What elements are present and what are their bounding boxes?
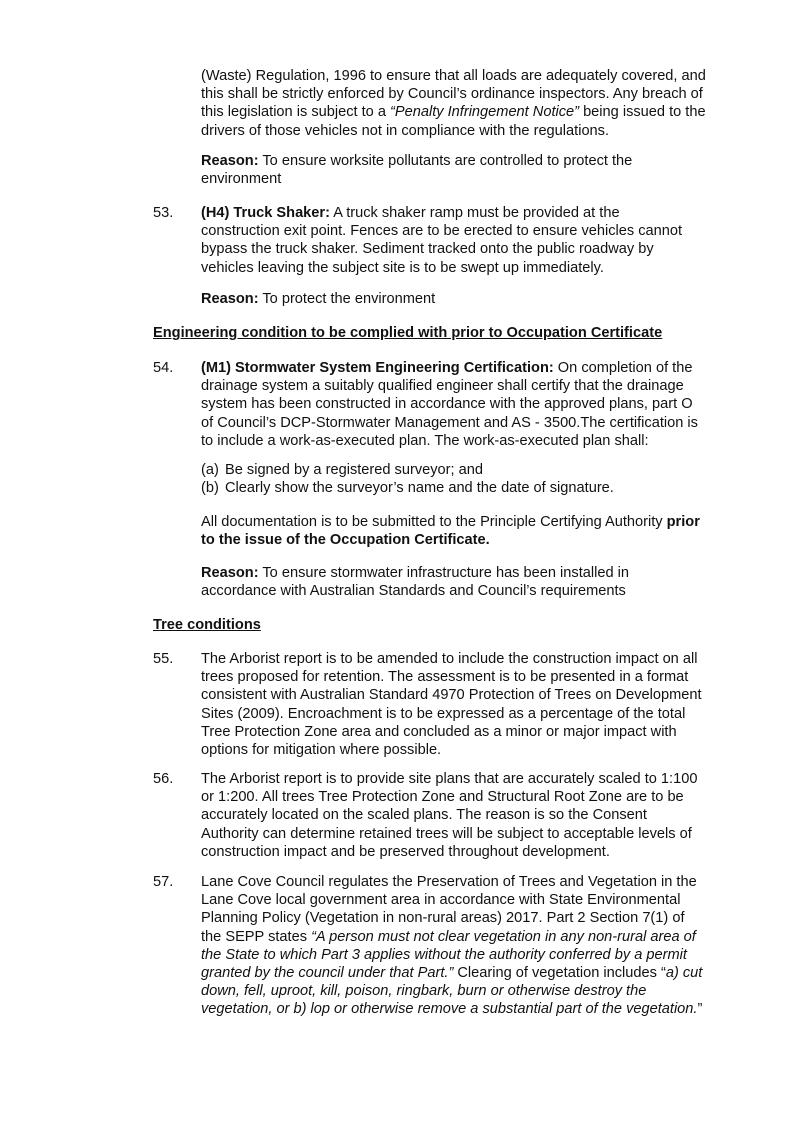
list-text: Clearly show the surveyor’s name and the date of signature. xyxy=(225,480,614,496)
condition-54-documentation xyxy=(201,513,709,549)
text-span: being issued to the xyxy=(579,104,706,121)
bold-text: prior xyxy=(666,514,700,530)
condition-57-body xyxy=(201,873,709,1019)
text-line: Lane Cove Council regulates the Preservation of Trees and Vegetation in the xyxy=(201,874,697,890)
reason-label: Reason: xyxy=(201,565,259,581)
text-span: A truck shaker ramp must be provided at the xyxy=(329,205,620,221)
list-item-a xyxy=(201,461,709,479)
text-line: or 1:200. All trees Tree Protection Zone and Structural Root Zone are to be xyxy=(201,789,684,806)
text-line: The Arborist report is to be amended to include the construction impact on all xyxy=(201,651,698,667)
list-text: Be signed by a registered surveyor; and xyxy=(225,462,483,478)
text-line xyxy=(201,103,709,121)
italic-quote: “A person must not clear vegetation in any non-rural area of xyxy=(311,928,696,945)
condition-title: (H4) Truck Shaker: xyxy=(201,205,330,221)
text-span: To ensure worksite pollutants are controlled to protect the xyxy=(258,153,633,169)
condition-54-body xyxy=(201,359,709,450)
text-line xyxy=(201,204,709,222)
text-span: the SEPP states xyxy=(201,928,312,945)
reason-label: Reason: xyxy=(201,153,259,169)
italic-quote: vegetation, or b) lop or otherwise remove a substantial part of the vegetation. xyxy=(201,1001,698,1018)
section-heading-engineering: Engineering condition to be complied with prior to Occupation Certificate xyxy=(153,325,663,341)
text-line: system has been constructed in accordance with the approved plans, part O xyxy=(201,396,693,413)
condition-number: 53. xyxy=(153,205,174,221)
text-line: Lane Cove local government area in accordance with State Environmental xyxy=(201,892,681,909)
text-line xyxy=(201,964,709,982)
condition-number: 57. xyxy=(153,874,174,890)
text-line: to include a work-as-executed plan. The work-as-executed plan shall: xyxy=(201,432,649,449)
condition-53-reason xyxy=(201,290,709,308)
condition-number: 55. xyxy=(153,651,174,667)
text-span: On completion of the xyxy=(553,360,693,376)
text-line xyxy=(201,928,709,946)
condition-54-reason xyxy=(201,564,709,600)
italic-quote: granted by the council under that Part.” xyxy=(201,965,454,982)
list-marker: (b) xyxy=(201,480,219,496)
text-line: Planning Policy (Vegetation in non-rural areas) 2017. Part 2 Section 7(1) of xyxy=(201,910,685,927)
text-line: Authority can determine retained trees will be subject to acceptable levels of xyxy=(201,825,692,842)
text-line: this shall be strictly enforced by Council’s ordinance inspectors. Any breach of xyxy=(201,86,703,103)
text-line: drivers of those vehicles not in compliance with the regulations. xyxy=(201,122,610,139)
text-line xyxy=(201,982,709,1000)
text-span: To ensure stormwater infrastructure has been installed in xyxy=(258,565,630,581)
text-line: construction exit point. Fences are to be erected to ensure vehicles cannot xyxy=(201,223,683,240)
text-line: accordance with Australian Standards and Council’s requirements xyxy=(201,583,626,600)
text-line: Sites (2009). Encroachment is to be expressed as a percentage of the total xyxy=(201,705,686,722)
italic-quote: down, fell, uproot, kill, poison, ringbark, burn or otherwise destroy the xyxy=(201,983,647,1000)
text-span: ” xyxy=(697,1001,703,1018)
list-marker: (a) xyxy=(201,462,219,478)
list-item-b xyxy=(201,479,709,497)
text-line: vehicles leaving the subject site is to be swept up immediately. xyxy=(201,259,604,276)
text-span: this legislation is subject to a xyxy=(201,104,391,121)
text-line xyxy=(201,152,709,170)
text-line xyxy=(201,564,709,582)
condition-55-body xyxy=(201,650,709,759)
text-span: To protect the environment xyxy=(258,291,436,307)
text-line: accurately located on the scaled plans. The reason is so the Consent xyxy=(201,807,647,824)
text-line: environment xyxy=(201,171,282,188)
bold-text: to the issue of the Occupation Certificate. xyxy=(201,532,490,549)
condition-52-continuation xyxy=(201,67,709,140)
text-line: construction impact and be preserved throughout development. xyxy=(201,843,610,860)
section-heading-tree: Tree conditions xyxy=(153,617,261,633)
text-line: The Arborist report is to provide site plans that are accurately scaled to 1:100 xyxy=(201,771,698,787)
text-line: bypass the truck shaker. Sediment tracked onto the public roadway by xyxy=(201,241,654,258)
italic-quote: a) cut xyxy=(665,965,703,982)
text-line: Tree Protection Zone area and concluded as a minor or major impact with xyxy=(201,723,677,740)
text-span: Clearing of vegetation includes “ xyxy=(453,965,666,982)
text-line: (Waste) Regulation, 1996 to ensure that all loads are adequately covered, and xyxy=(201,68,706,84)
text-line xyxy=(201,531,709,549)
text-line: drainage system a suitably qualified engineer shall certify that the drainage xyxy=(201,378,684,395)
text-line xyxy=(201,1000,709,1018)
reason-label: Reason: xyxy=(201,291,259,307)
condition-52-reason xyxy=(201,152,709,188)
text-line: consistent with Australian Standard 4970 Protection of Trees on Development xyxy=(201,687,702,704)
text-span: All documentation is to be submitted to the Principle Certifying Authority xyxy=(201,514,667,530)
text-line: of Council’s DCP-Stormwater Management and AS - 3500.The certification is xyxy=(201,414,698,431)
text-line xyxy=(201,946,709,964)
italic-quote: “Penalty Infringement Notice” xyxy=(390,104,580,121)
text-line xyxy=(201,513,709,531)
condition-56-body xyxy=(201,770,709,861)
condition-number: 54. xyxy=(153,360,174,376)
condition-number: 56. xyxy=(153,771,174,787)
text-line: trees proposed for retention. The assessment is to be presented in a format xyxy=(201,669,689,686)
text-line: options for mitigation where possible. xyxy=(201,742,442,759)
italic-quote: the State to which Part 3 applies without the authority conferred by a permit xyxy=(201,946,687,963)
condition-title: (M1) Stormwater System Engineering Certification: xyxy=(201,360,554,376)
text-line xyxy=(201,359,709,377)
condition-53-body xyxy=(201,204,709,277)
